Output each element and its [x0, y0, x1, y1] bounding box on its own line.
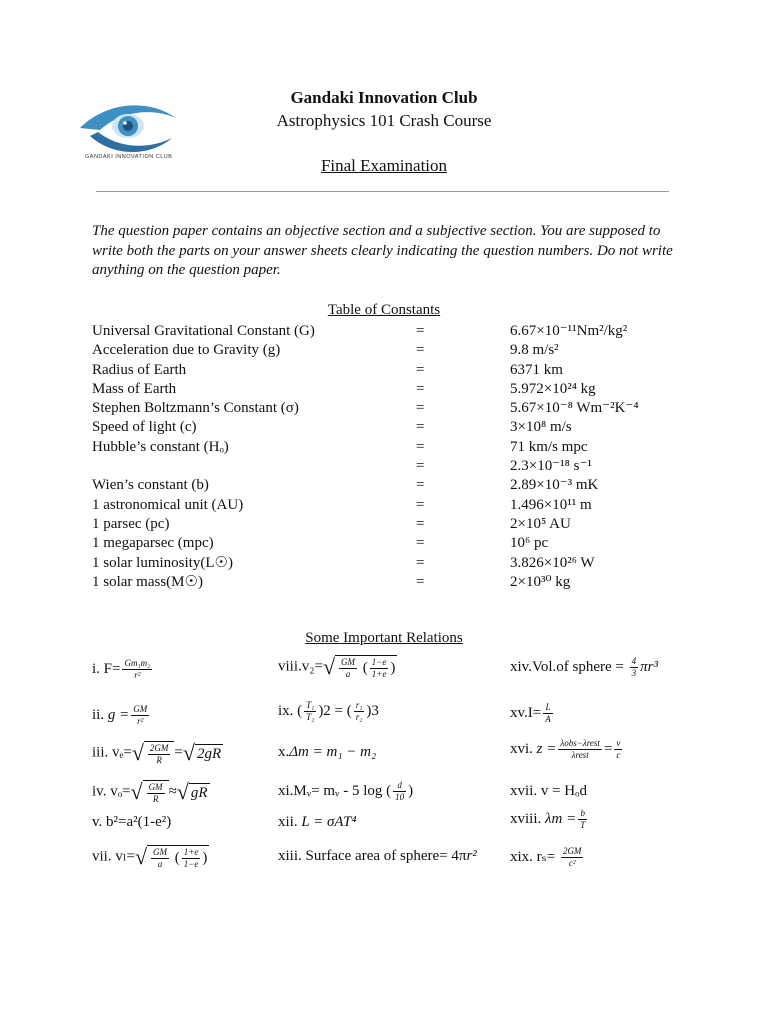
relation-v: v. b²=a²(1-e²)	[92, 814, 172, 830]
constant-row: 1 solar luminosity(L☉) = 3.826×10²⁶ W	[92, 554, 595, 571]
relation-iii: iii. vₑ=√ $\frac{2GM}{R}$ =√ 2gR	[92, 740, 222, 765]
relation-viii: viii.v₂=√ $\frac{GM}{a}$ ( $\frac{1-e}{1+e}$ )	[278, 654, 396, 679]
constants-table	[92, 322, 732, 592]
relation-xiii: xiii. Surface area of sphere= 4πr²	[278, 848, 477, 864]
header-divider	[96, 191, 669, 192]
relation-ii: ii. g = $\frac{GM}{\text{r²}}$	[92, 704, 148, 726]
logo-caption: GANDAKI INNOVATION CLUB	[85, 154, 173, 160]
constants-table-title: Table of Constants	[327, 302, 441, 318]
relation-xix: xix. rₛ= $\frac{2GM}{\text{c²}}$	[510, 846, 582, 868]
exam-title: Final Examination	[320, 156, 448, 175]
relation-vii: vii. vₗ=√ $\frac{GM}{a}$ ( $\frac{1+e}{1-e}$ )	[92, 844, 208, 869]
relation-xv: xv.I= $\frac{L}{A}$	[510, 702, 551, 724]
constant-row: Radius of Earth = 6371 km	[92, 361, 563, 378]
constant-row: Acceleration due to Gravity (g) = 9.8 m/s²	[92, 342, 559, 359]
instructions-paragraph: The question paper contains an objective section and a subjective section. You are supposed to write both the parts on your answer sheets clearly indicating the question numbers. Do not write anything on the question paper.	[92, 223, 673, 278]
constant-row: 1 solar mass(M☉) = 2×10³⁰ kg	[92, 573, 571, 590]
relation-x: x.Δm = m₁ − m₂	[278, 744, 377, 760]
constant-row: Stephen Boltzmann’s Constant (σ) = 5.67×10⁻⁸ Wm⁻²K⁻⁴	[92, 400, 639, 417]
relation-ix: ix. ( $\frac{\text{T₁}}{\text{T₂}}$ )2 = ( $\frac{\text{r₁}}{\text{r₂}}$ )3	[278, 700, 379, 722]
constant-row: Speed of light (c) = 3×10⁸ m/s	[92, 419, 572, 436]
course-title: Astrophysics 101 Crash Course	[276, 111, 492, 130]
relation-iv: iv. vₒ=√ $\frac{GM}{R}$ ≈√ gR	[92, 779, 208, 804]
constant-row: Mass of Earth = 5.972×10²⁴ kg	[92, 380, 596, 397]
constant-row: Universal Gravitational Constant (G) = 6.67×10⁻¹¹Nm²/kg²	[92, 323, 628, 339]
relation-xvii: xvii. v = Hₒd	[510, 783, 587, 799]
constant-row: 1 parsec (pc) = 2×10⁵ AU	[92, 515, 571, 532]
relation-xvi: xvi. z = $\frac{\text{λobs−λrest}}{\text{λrest}}$ = $\frac{v}{c}$	[510, 738, 621, 760]
constant-row: 1 megaparsec (mpc) = 10⁶ pc	[92, 535, 549, 552]
club-name: Gandaki Innovation Club	[290, 88, 478, 107]
relations-title: Some Important Relations	[305, 630, 463, 646]
constant-row: Wien’s constant (b) = 2.89×10⁻³ mK	[92, 477, 599, 494]
relation-xi: xi.Mᵥ= mᵥ - 5 log ( $\frac{d}{10}$ )	[278, 780, 414, 802]
constant-row: Hubble’s constant (Hₒ) = 71 km/s mpc	[92, 438, 588, 455]
constant-row: 1 astronomical unit (AU) = 1.496×10¹¹ m	[92, 496, 592, 513]
constant-row: = 2.3×10⁻¹⁸ s⁻¹	[416, 458, 592, 475]
relation-xiv: xiv.Vol.of sphere = $\frac{4}{3}$ πr³	[510, 656, 658, 678]
relation-xii: xii. L = σAT⁴	[278, 814, 357, 830]
relation-xviii: xviii. λm = $\frac{b}{T}$	[510, 808, 586, 830]
relation-i: i. F= $\frac{\text{Gm₁m₂}}{\text{r²}}$	[92, 658, 151, 680]
